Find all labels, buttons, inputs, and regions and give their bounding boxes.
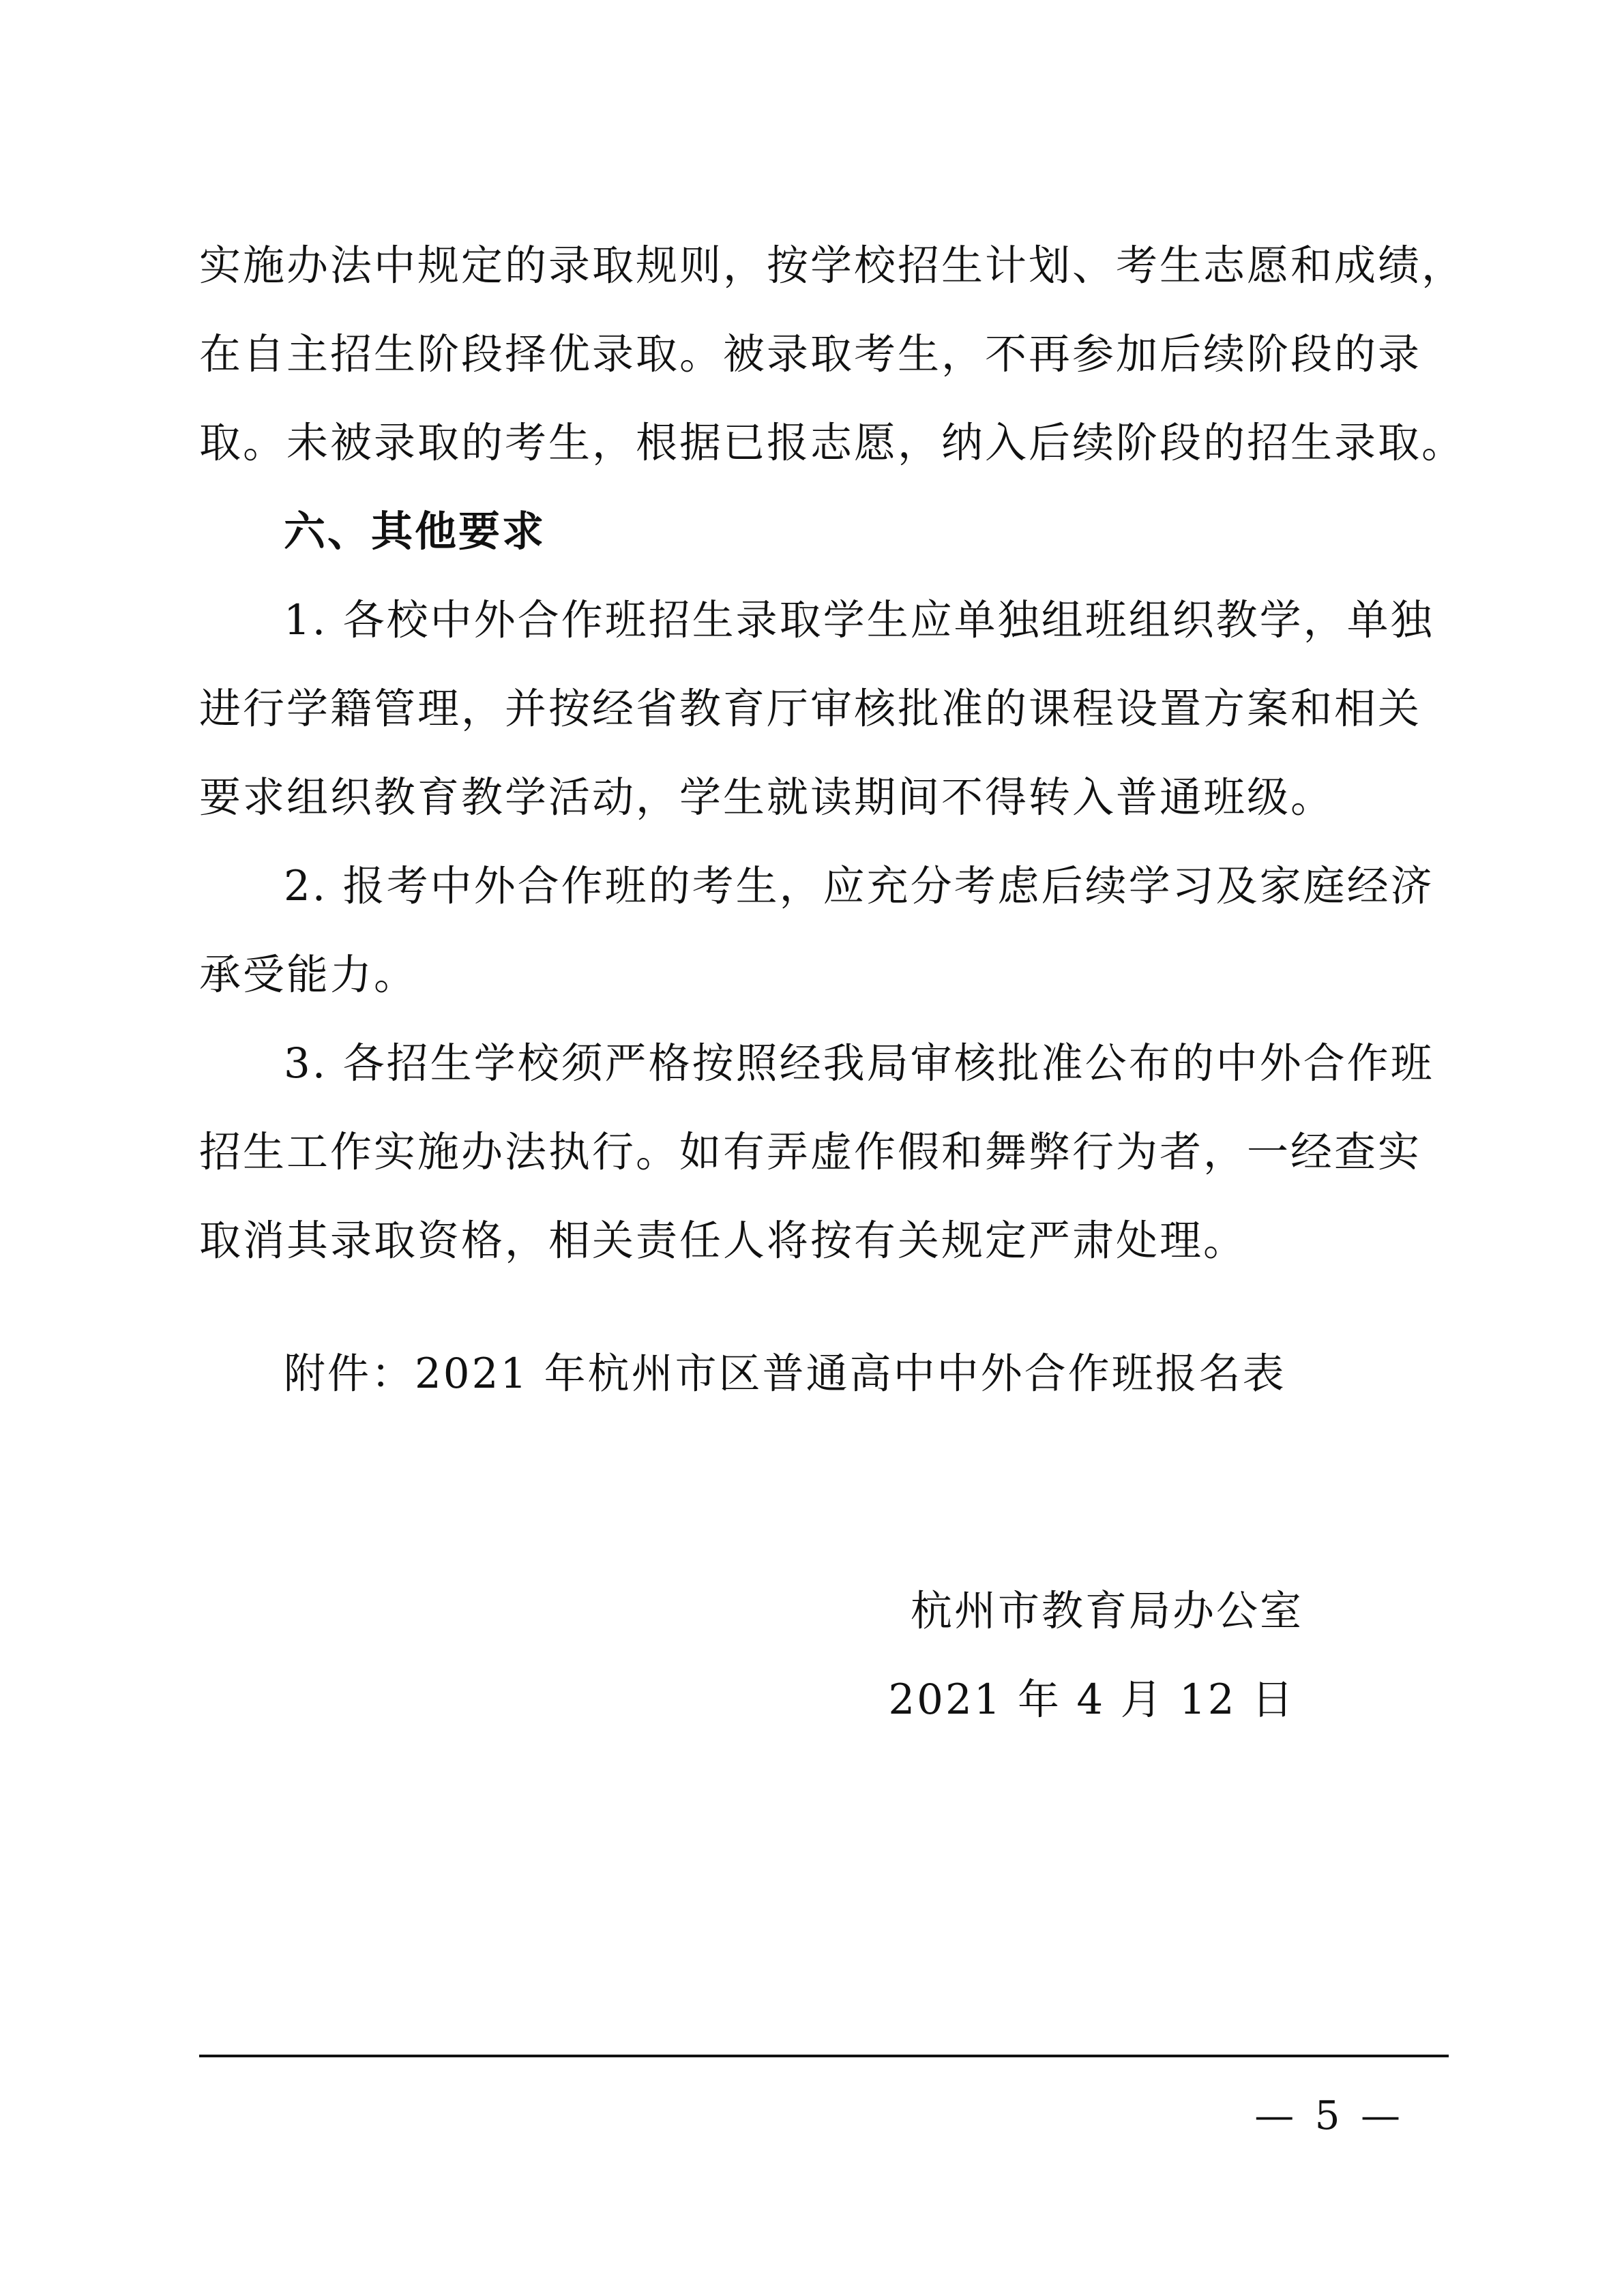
item-1-line: 1. 各校中外合作班招生录取学生应单独组班组织教学，单独 <box>284 596 1434 644</box>
signing-date: 2021 年 4 月 12 日 <box>888 1675 1295 1724</box>
footer-divider <box>199 2055 1449 2057</box>
body-text <box>199 222 1466 1285</box>
paragraph-line: 在自主招生阶段择优录取。被录取考生，不再参加后续阶段的录 <box>199 330 1422 378</box>
item-3-line: 3. 各招生学校须严格按照经我局审核批准公布的中外合作班 <box>284 1039 1434 1088</box>
attachment-line: 附件：2021 年杭州市区普通高中中外合作班报名表 <box>284 1350 1286 1398</box>
item-2-line: 2. 报考中外合作班的考生，应充分考虑后续学习及家庭经济 <box>284 862 1434 910</box>
section-heading: 六、其他要求 <box>284 507 546 556</box>
paragraph-line: 取。未被录取的考生，根据已报志愿，纳入后续阶段的招生录取。 <box>199 419 1466 467</box>
page-number: — 5 — <box>1254 2092 1404 2138</box>
signature-block <box>888 1567 1303 1744</box>
paragraph-line: 实施办法中规定的录取规则，按学校招生计划、考生志愿和成绩， <box>199 241 1466 290</box>
item-1-line: 要求组织教育教学活动，学生就读期间不得转入普通班级。 <box>199 773 1335 822</box>
signing-organization: 杭州市教育局办公室 <box>910 1587 1303 1635</box>
item-2-line: 承受能力。 <box>199 951 418 999</box>
item-3-line: 取消其录取资格，相关责任人将按有关规定严肃处理。 <box>199 1217 1247 1265</box>
item-3-line: 招生工作实施办法执行。如有弄虚作假和舞弊行为者，一经查实 <box>199 1128 1422 1176</box>
item-1-line: 进行学籍管理，并按经省教育厅审核批准的课程设置方案和相关 <box>199 685 1422 733</box>
